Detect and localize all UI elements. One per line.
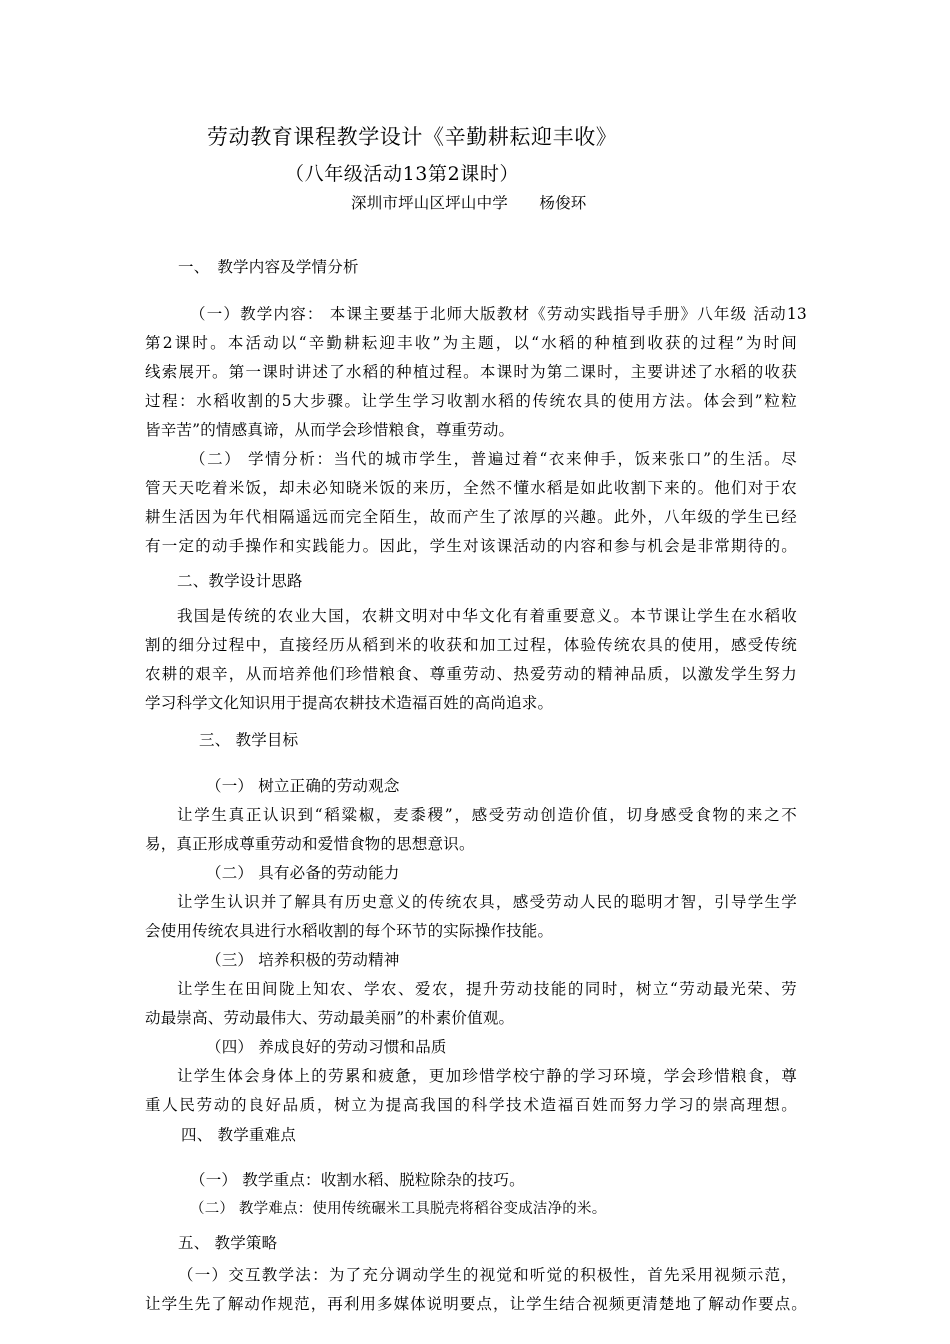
paragraph-line: （一）交互教学法：为了充分调动学生的视觉和听觉的积极性，首先采用视频示范， [178, 1266, 797, 1284]
paragraph-line: 让学生在田间陇上知农、学农、爱农，提升劳动技能的同时，树立“劳动最光荣、劳 [177, 980, 797, 998]
paragraph-line: 割的细分过程中，直接经历从稻到米的收获和加工过程，体验传统农具的使用，感受传统 [145, 636, 797, 654]
doc-title: 劳动教育课程教学设计《辛勤耕耘迎丰收》 [207, 125, 618, 149]
paragraph-line: 重人民劳动的良好品质，树立为提高我国的科学技术造福百姓而努力学习的崇高理想。 [145, 1096, 797, 1114]
paragraph-line: （二） 学情分析：当代的城市学生，普遍过着“衣来伸手，饭来张口”的生活。尽 [190, 450, 797, 468]
section-4-heading: 四、 教学重难点 [181, 1126, 297, 1144]
paragraph-line: （一）教学内容： 本课主要基于北师大版教材《劳动实践指导手册》八年级 活动13 [190, 305, 807, 323]
paragraph-line: 让学生体会身体上的劳累和疲惫，更加珍惜学校宁静的学习环境，学会珍惜粮食，尊 [177, 1067, 797, 1085]
paragraph-line: 有一定的动手操作和实践能力。因此，学生对该课活动的内容和参与机会是非常期待的。 [145, 537, 797, 555]
subheading: （一） 树立正确的劳动观念 [206, 777, 400, 795]
paragraph-line: 会使用传统农具进行水稻收割的每个环节的实际操作技能。 [145, 922, 554, 940]
paragraph-line: 耕生活因为年代相隔遥远而完全陌生，故而产生了浓厚的兴趣。此外，八年级的学生已经 [145, 508, 797, 526]
paragraph-line: 让学生先了解动作规范，再利用多媒体说明要点，让学生结合视频更清楚地了解动作要点。 [145, 1295, 807, 1313]
paragraph-line: 易，真正形成尊重劳动和爱惜食物的思想意识。 [145, 835, 475, 853]
paragraph-line: 管天天吃着米饭，却未必知晓米饭的来历，全然不懂水稻是如此收割下来的。他们对于农 [145, 479, 797, 497]
section-1-heading: 一、 教学内容及学情分析 [178, 258, 359, 276]
doc-subtitle: （八年级活动13第2课时） [285, 163, 520, 185]
subheading: （二） 具有必备的劳动能力 [206, 864, 400, 882]
paragraph-line: 让学生认识并了解具有历史意义的传统农具，感受劳动人民的聪明才智，引导学生学 [177, 893, 797, 911]
paragraph-line: 过程：水稻收割的5大步骤。让学生学习收割水稻的传统农具的使用方法。体会到”粒粒 [145, 392, 797, 410]
section-5-heading: 五、 教学策略 [178, 1234, 278, 1252]
paragraph-line: 动最崇高、劳动最伟大、劳动最美丽”的朴素价值观。 [145, 1009, 515, 1027]
paragraph-line: 线索展开。第一课时讲述了水稻的种植过程。本课时为第二课时，主要讲述了水稻的收获 [145, 363, 797, 381]
section-2-heading: 二、教学设计思路 [177, 572, 303, 590]
subheading: （三） 培养积极的劳动精神 [206, 951, 400, 969]
doc-author: 深圳市坪山区坪山中学 杨俊环 [351, 194, 587, 212]
paragraph-line: 第2课时。本活动以“辛勤耕耘迎丰收”为主题，以“水稻的种植到收获的过程”为时间 [145, 334, 797, 352]
paragraph-line: 农耕的艰辛，从而培养他们珍惜粮食、尊重劳动、热爱劳动的精神品质，以激发学生努力 [145, 665, 797, 683]
paragraph-line: 皆辛苦”的情感真谛，从而学会珍惜粮食，尊重劳动。 [145, 421, 515, 439]
paragraph-line: 让学生真正认识到“稻粱椒，麦黍稷”，感受劳动创造价值，切身感受食物的来之不 [177, 806, 797, 824]
paragraph-line: （二） 教学难点：使用传统碾米工具脱壳将稻谷变成洁净的米。 [190, 1201, 607, 1217]
paragraph-line: 我国是传统的农业大国，农耕文明对中华文化有着重要意义。本节课让学生在水稻收 [177, 607, 797, 625]
subheading: （四） 养成良好的劳动习惯和品质 [206, 1038, 447, 1056]
paragraph-line: 学习科学文化知识用于提高农耕技术造福百姓的高尚追求。 [145, 694, 554, 712]
paragraph-line: （一） 教学重点：收割水稻、脱粒除杂的技巧。 [190, 1171, 525, 1189]
section-3-heading: 三、 教学目标 [199, 731, 299, 749]
